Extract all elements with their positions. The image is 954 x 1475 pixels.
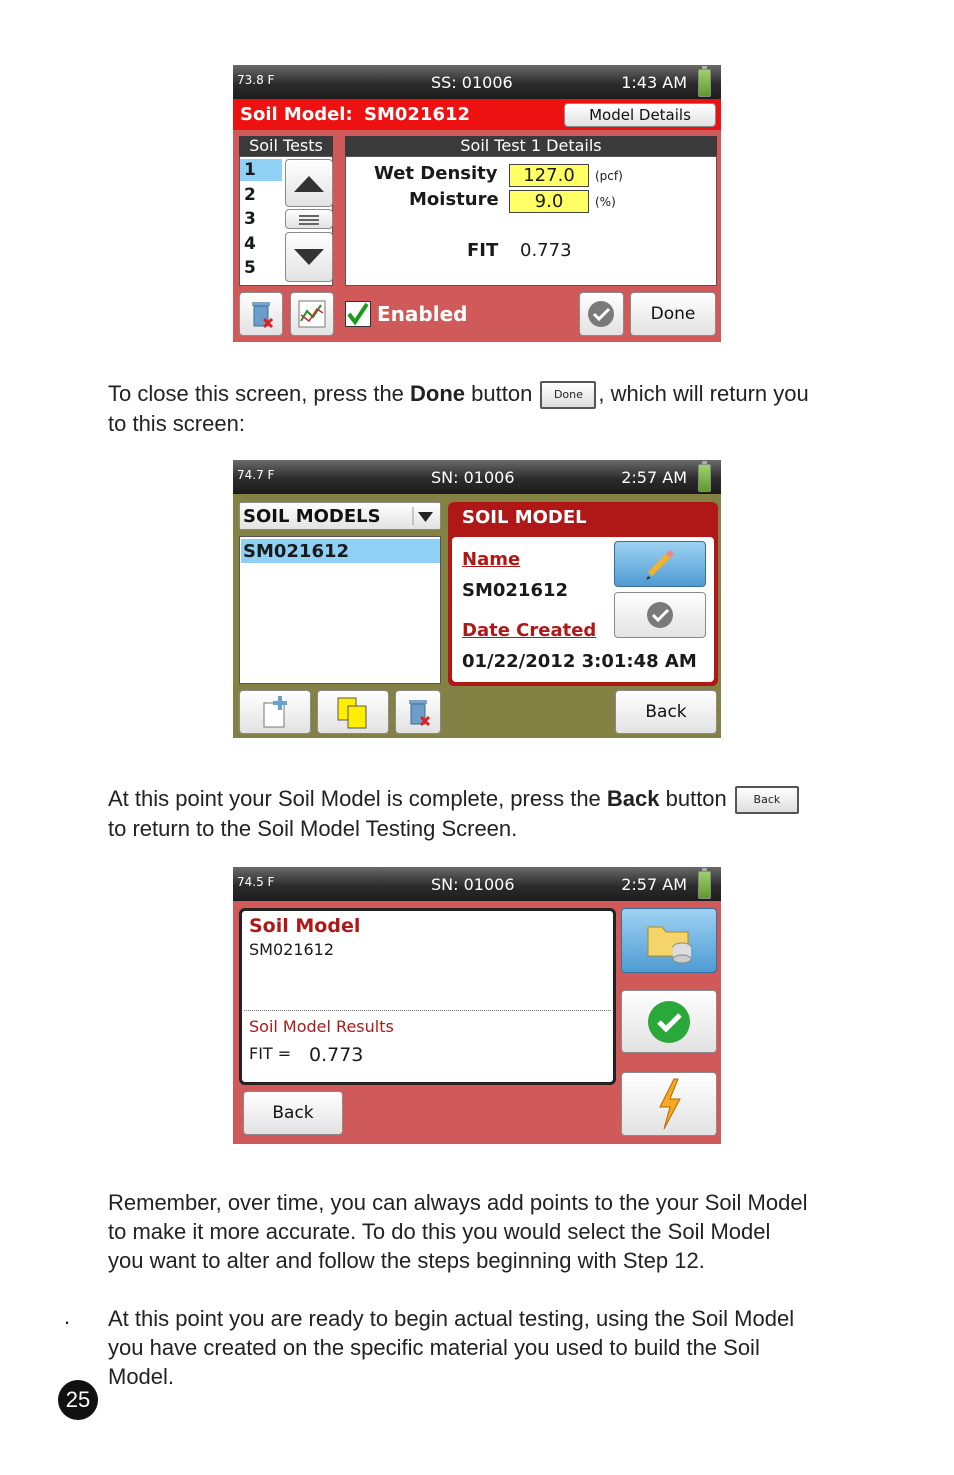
fit-label: FIT <box>467 240 499 261</box>
bold-back: Back <box>606 786 660 811</box>
open-models-button[interactable] <box>621 908 717 973</box>
text: button <box>659 786 733 811</box>
bold-done: Done <box>410 381 466 406</box>
clock: 1:43 AM <box>621 73 687 92</box>
trash-delete-icon <box>396 691 440 733</box>
model-details-button[interactable]: Model Details <box>564 103 716 127</box>
status-bar <box>233 460 721 494</box>
serial-number: SN: 01006 <box>431 875 515 894</box>
details-header: Soil Test 1 Details <box>345 136 717 156</box>
text-line: At this point you are ready to begin actual testing, using the Soil Model <box>108 1306 795 1331</box>
trash-delete-icon <box>240 293 282 335</box>
clock: 2:57 AM <box>621 468 687 487</box>
soil-tests-list <box>239 156 333 286</box>
paragraph-ready <box>108 1304 794 1391</box>
text: button <box>465 381 539 406</box>
soil-models-list <box>239 536 441 684</box>
list-item[interactable]: 4 <box>244 233 256 254</box>
battery-icon <box>698 464 711 492</box>
instruction-close-screen <box>108 379 809 438</box>
soil-tests-header: Soil Tests <box>239 136 333 156</box>
text-line: you want to alter and follow the steps beginning with Step 12. <box>108 1248 705 1273</box>
name-value: SM021612 <box>462 580 569 601</box>
back-button[interactable]: Back <box>615 690 717 734</box>
list-item[interactable] <box>241 539 440 563</box>
divider <box>244 1010 611 1011</box>
soil-model-label: Soil Model: <box>240 104 353 125</box>
list-item[interactable]: 5 <box>244 258 256 278</box>
status-bar <box>233 867 721 901</box>
chevron-down-icon <box>412 505 438 527</box>
moisture-unit: (%) <box>595 195 616 209</box>
text: to return to the Soil Model Testing Screen. <box>108 816 518 842</box>
wet-density-value[interactable]: 127.0 <box>509 164 589 187</box>
temperature: 74.5 F <box>237 875 275 889</box>
lightning-icon <box>622 1073 716 1135</box>
soil-model-value: SM021612 <box>364 104 471 125</box>
checkmark-icon <box>346 302 370 326</box>
list-item[interactable]: 2 <box>244 184 256 205</box>
scroll-thumb[interactable] <box>285 209 333 229</box>
soil-test-details-screen <box>233 65 721 342</box>
temperature: 73.8 F <box>237 73 275 87</box>
soil-model-title: Soil Model <box>249 915 361 937</box>
pencil-icon <box>615 542 705 586</box>
confirm-button[interactable] <box>579 292 624 336</box>
accept-button[interactable] <box>621 990 717 1053</box>
results-label: Soil Model Results <box>249 1017 394 1036</box>
details-panel <box>345 156 717 286</box>
folder-database-icon <box>622 909 716 972</box>
clock: 2:57 AM <box>621 875 687 894</box>
date-created-label: Date Created <box>462 620 597 641</box>
list-marker: . <box>64 1304 71 1329</box>
battery-icon <box>698 871 711 899</box>
edit-name-button[interactable] <box>614 541 706 587</box>
scroll-down-button[interactable] <box>285 232 333 282</box>
wet-density-unit: (pcf) <box>595 169 623 183</box>
inline-back-button-image: Back <box>735 786 799 814</box>
instruction-back <box>108 784 801 843</box>
arrow-down-icon <box>286 233 332 281</box>
name-label: Name <box>462 549 521 570</box>
card-header: SOIL MODEL <box>462 507 587 528</box>
delete-model-button[interactable] <box>395 690 441 734</box>
text: to this screen: <box>108 411 245 437</box>
text-line: Model. <box>108 1364 175 1389</box>
text: At this point your Soil Model is complete, press the <box>108 786 607 811</box>
soil-model-testing-screen <box>233 867 721 1144</box>
fit-value: 0.773 <box>309 1044 364 1066</box>
chart-icon <box>291 293 333 335</box>
text-line: Remember, over time, you can always add points to the your Soil Model <box>108 1190 808 1215</box>
moisture-label: Moisture <box>409 189 499 210</box>
page-number: 25 <box>58 1380 98 1420</box>
soil-model-card <box>448 502 718 686</box>
fit-value: 0.773 <box>520 240 572 261</box>
delete-test-button[interactable] <box>239 292 283 336</box>
serial-number: SN: 01006 <box>431 468 515 487</box>
list-item[interactable]: 3 <box>244 209 256 229</box>
soil-models-dropdown[interactable] <box>239 502 441 530</box>
wet-density-label: Wet Density <box>374 163 498 184</box>
confirm-button[interactable] <box>614 592 706 638</box>
soil-models-screen <box>233 460 721 738</box>
text-line: to make it more accurate. To do this you would select the Soil Model <box>108 1219 771 1244</box>
graph-button[interactable] <box>290 292 334 336</box>
new-model-button[interactable] <box>239 690 311 734</box>
serial-number: SS: 01006 <box>431 73 513 92</box>
text-line: you have created on the specific material you used to build the Soil <box>108 1335 760 1360</box>
battery-icon <box>698 69 711 97</box>
check-circle-icon <box>622 991 716 1052</box>
grip-icon <box>286 210 332 228</box>
soil-model-value: SM021612 <box>249 940 335 959</box>
model-info-panel <box>239 908 616 1085</box>
text: To close this screen, press the <box>108 381 411 406</box>
enabled-label: Enabled <box>377 302 468 326</box>
temperature: 74.7 F <box>237 468 275 482</box>
text: , which will return you <box>598 381 809 406</box>
measure-button[interactable] <box>621 1072 717 1136</box>
status-bar <box>233 65 721 99</box>
list-item[interactable]: 1 <box>244 160 256 180</box>
list-item-label: SM021612 <box>243 541 350 562</box>
back-button[interactable]: Back <box>243 1091 343 1135</box>
moisture-value[interactable]: 9.0 <box>509 190 589 213</box>
enabled-checkbox[interactable] <box>345 301 371 327</box>
new-document-icon <box>240 691 310 733</box>
check-circle-icon <box>580 293 623 335</box>
title-bar <box>233 99 721 130</box>
copy-icon <box>318 691 388 733</box>
arrow-up-icon <box>286 160 332 206</box>
dropdown-label: SOIL MODELS <box>243 506 381 527</box>
date-created-value: 01/22/2012 3:01:48 AM <box>462 651 697 672</box>
inline-done-button-image: Done <box>540 381 596 409</box>
check-circle-icon <box>615 593 705 637</box>
fit-label: FIT = <box>249 1044 292 1063</box>
scroll-up-button[interactable] <box>285 159 333 207</box>
done-button[interactable]: Done <box>630 292 716 336</box>
paragraph-remember <box>108 1188 807 1275</box>
card-body <box>452 537 714 682</box>
copy-model-button[interactable] <box>317 690 389 734</box>
